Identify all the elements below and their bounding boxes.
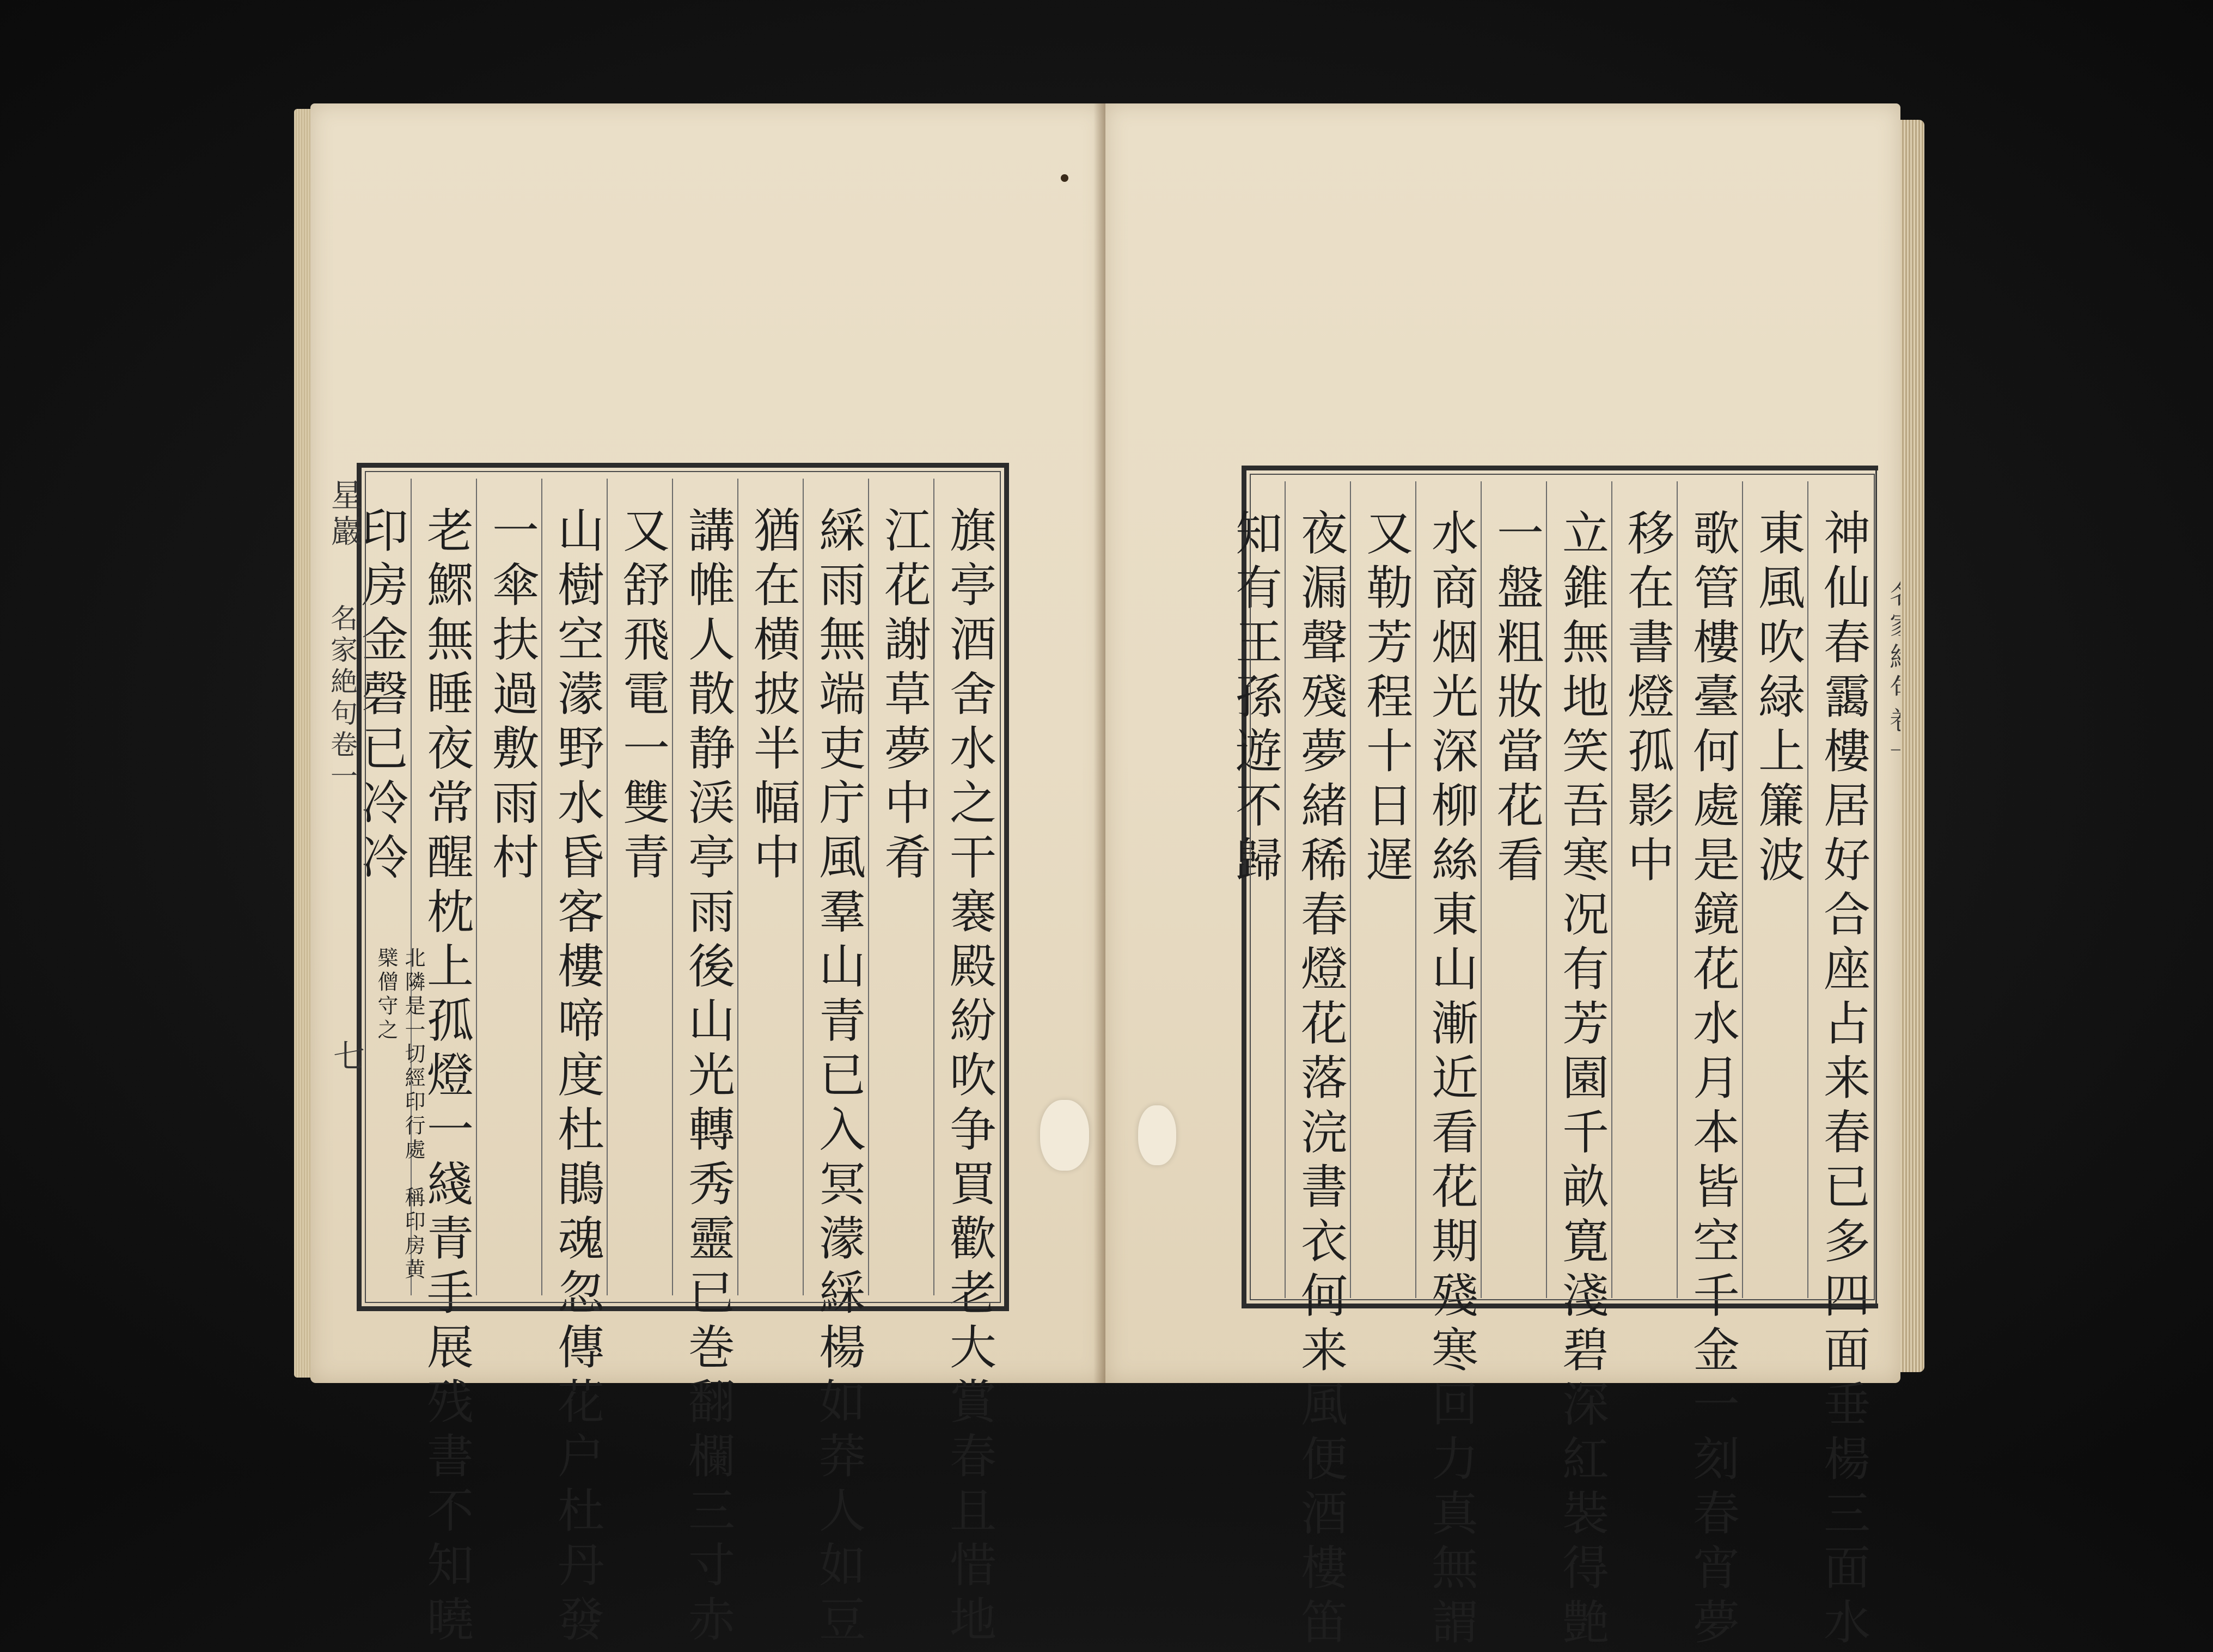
right-page	[1105, 103, 1900, 1652]
column-rule	[737, 479, 738, 1295]
column-rule	[933, 479, 934, 1295]
paper-damage	[1138, 1105, 1176, 1165]
left-page-edges	[294, 109, 313, 1378]
text-column: 老鰥無睡夜常醒枕上孤燈一綫青手展残書不知曉	[419, 506, 473, 1649]
column-rule	[1807, 481, 1808, 1298]
column-rule	[803, 479, 804, 1295]
annotation-note: 北隣是一切經印行處 稱印房黄檗僧守之	[374, 947, 425, 1282]
text-column: 夜漏聲殘夢緒稀春燈花落浣書衣何来風便酒樓笛	[1293, 509, 1347, 1652]
column-rule	[411, 479, 412, 1295]
text-column: 立錐無地笑吾寒况有芳園千畝寛淺碧深紅裝得艶	[1554, 509, 1609, 1652]
text-column: 東風吹緑上簾波	[1750, 509, 1805, 890]
text-column: 旗亭酒舍水之干褰殿紛吹争買歡老大賞春且惜地	[942, 506, 996, 1649]
folio-number: 七	[328, 1039, 365, 1075]
column-rule	[1742, 481, 1743, 1298]
column-rule	[541, 479, 542, 1295]
text-column: 講帷人散静渓亭雨後山光轉秀靈已巻翻欄三寸赤	[680, 506, 735, 1649]
column-rule	[1285, 481, 1286, 1298]
right-text-frame	[1227, 466, 1878, 1652]
text-column: 又舒飛電一雙青	[615, 506, 669, 887]
ink-spot	[1061, 174, 1068, 182]
text-column: 知有王孫遊不歸	[1227, 509, 1282, 890]
text-column: 一傘扶過敷雨村	[484, 506, 539, 887]
text-column: 歌管樓臺何處是鏡花水月本皆空千金一刻春宵夢	[1685, 509, 1739, 1652]
column-rule	[672, 479, 673, 1295]
text-column: 神仙春靄樓居好合座占来春已多四面垂楊三面水	[1815, 509, 1870, 1652]
column-rule	[607, 479, 608, 1295]
text-column: 移在書燈孤影中	[1619, 509, 1674, 890]
column-rule	[1415, 481, 1416, 1298]
column-rule	[1611, 481, 1612, 1298]
column-rule	[1481, 481, 1482, 1298]
open-book	[294, 103, 1922, 1652]
column-rule	[1677, 481, 1678, 1298]
column-rule	[868, 479, 869, 1295]
left-page	[310, 103, 1105, 1649]
column-rule	[1546, 481, 1547, 1298]
text-column: 一盤粗妝當花看	[1489, 509, 1543, 890]
column-rule	[476, 479, 477, 1295]
show-through-text	[427, 794, 474, 1012]
text-column: 江花謝草夢中肴	[876, 506, 931, 887]
column-rule	[1350, 481, 1351, 1298]
paper-damage	[1040, 1100, 1089, 1171]
left-text-frame	[326, 463, 1009, 1649]
text-column: 又勒芳程十日遅	[1358, 509, 1413, 890]
text-column: 水商烟光深柳絲東山漸近看花期殘寒回力真無謂	[1423, 509, 1478, 1652]
text-column: 猶在横披半幅中	[745, 506, 800, 887]
text-column: 印房金磬已冷冷	[353, 506, 408, 887]
margin-text: 星巖	[326, 479, 363, 550]
right-page-edges	[1900, 120, 1924, 1372]
text-column: 綵雨無端吏庁風羣山青已入冥濛綵楊如莽人如豆	[811, 506, 865, 1649]
text-column: 山樹空濛野水昏客樓啼度杜鵑魂忽傳花户杜丹發	[549, 506, 604, 1649]
ban-title: 名家絶句卷一	[326, 604, 358, 793]
